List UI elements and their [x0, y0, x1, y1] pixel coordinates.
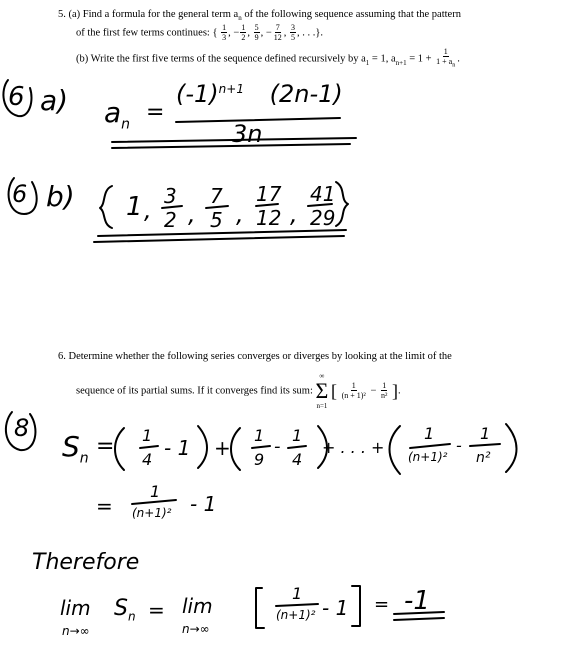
bracket-den: (n+1)² — [276, 608, 316, 622]
bracket-num: 1 — [292, 584, 303, 603]
sn-t2b-den: 4 — [292, 450, 303, 469]
label-5b: b) — [46, 180, 75, 213]
paren-1-left — [115, 428, 124, 470]
fbar-lim — [276, 604, 318, 606]
seq-term-2-num: 3 — [164, 184, 177, 208]
result-den: (n+1)² — [132, 506, 172, 520]
sn-symbol: $S_n$ — [62, 430, 89, 467]
seq-term-2-den: 2 — [164, 208, 177, 232]
score-5b: 6 — [12, 180, 28, 208]
seq-term-4-num: 17 — [256, 182, 282, 206]
lim-equals: = — [148, 598, 165, 622]
therefore-text: Therefore — [32, 550, 140, 575]
sum-sigma: ∞ Σ n=1 — [315, 372, 329, 410]
bracket-minus: - 1 — [322, 596, 349, 620]
sn-equals: = — [96, 434, 115, 459]
result-num: 1 — [150, 482, 161, 501]
seq-term-4-den: 12 — [256, 206, 282, 230]
p5-part-b: (b) Write the first five terms of the sequence defined recursively by $a_1 = 1$, $a_{n+1} = 1$ + $\frac{1}{1 + a_n}$ . — [76, 47, 460, 69]
fbar-s3 — [288, 446, 306, 448]
seq-term-3-den: 5 — [210, 208, 223, 232]
brace-left — [100, 186, 112, 228]
p5-part-a-line1: 5. (a) Find a formula for the general term $a_n$ of the following sequence assuming that the pattern — [58, 9, 461, 23]
sn-t1-den: 4 — [142, 450, 153, 469]
seq-term-5-num: 41 — [310, 182, 336, 206]
sn-last-minus-den: n² — [476, 450, 491, 466]
paren-3-left — [390, 426, 401, 474]
fbar-s5 — [470, 444, 500, 446]
lim-2: lim — [182, 594, 213, 618]
fbar-s4 — [410, 444, 450, 448]
bracket-left — [256, 588, 264, 628]
sn-t2b-num: 1 — [292, 426, 303, 445]
sn-t1-num: 1 — [142, 426, 153, 445]
sn-last-minus-num: 1 — [480, 424, 491, 443]
score-6: 8 — [14, 414, 30, 442]
bracket-right — [352, 586, 360, 626]
brace-right — [336, 182, 348, 226]
sn-t2-den: 9 — [254, 450, 265, 469]
paren-3-right — [506, 424, 517, 472]
paren-2-left — [231, 428, 240, 470]
underline-a2 — [112, 144, 350, 148]
an-equals: = — [146, 100, 165, 125]
an-numerator: $(-1)^{n+1}$ (2n-1) — [176, 80, 343, 108]
seq-comma-2: , — [188, 200, 196, 228]
sn-t2-minus: - — [274, 436, 281, 457]
score-5a: 6 — [8, 82, 25, 112]
lim-2-sub: n→∞ — [182, 622, 210, 636]
an-symbol: $a_n$ — [104, 96, 131, 133]
p6-line2: sequence of its partial sums. If it converges find its sum: ∞ Σ n=1 [ $\frac{1}{\text{(n + 1)²}}$ − $\frac{1}{\text{n²}}$ ]. — [76, 372, 401, 410]
an-denominator: 3n — [232, 120, 263, 148]
sn-plus-1: + — [214, 436, 231, 460]
sn-last-minus: - — [456, 436, 462, 455]
final-underline-2 — [394, 618, 444, 620]
sn-last-num: 1 — [424, 424, 435, 443]
seq-term-1: 1 — [126, 192, 143, 222]
lim-1-sub: n→∞ — [62, 624, 90, 638]
lim-sn: $S_n$ — [114, 596, 136, 624]
seq-term-3-num: 7 — [210, 184, 223, 208]
result-equals: = — [96, 494, 113, 518]
underline-b2 — [94, 236, 344, 242]
sn-dots: + . . . + — [322, 438, 385, 457]
sn-t1-minus: - 1 — [164, 436, 191, 460]
sn-t2-num: 1 — [254, 426, 265, 445]
fbar-s1 — [140, 446, 158, 448]
paren-1-right — [198, 426, 207, 468]
seq-term-5-den: 29 — [310, 206, 336, 230]
p5-part-a-line2: of the first few terms continues: { $\frac{1}{3}$ , − $\frac{1}{2}$ , $\frac{5}{9}$ , − $\frac{7}{12}$ , $\frac{3}{5}$ , . . .}. — [76, 23, 324, 42]
lim-1: lim — [60, 596, 91, 620]
label-5a: a) — [40, 84, 69, 117]
final-equals: = — [374, 594, 390, 615]
seq-comma-4: , — [290, 200, 298, 228]
p6-line1: 6. Determine whether the following series converges or diverges by looking at the limit of the — [58, 351, 452, 362]
result-minus: - 1 — [190, 492, 217, 516]
seq-comma-1: , — [144, 196, 152, 224]
seq-comma-3: , — [236, 200, 244, 228]
final-answer: -1 — [404, 586, 430, 616]
fbar-s2 — [252, 446, 270, 448]
sn-last-den: (n+1)² — [408, 450, 448, 464]
